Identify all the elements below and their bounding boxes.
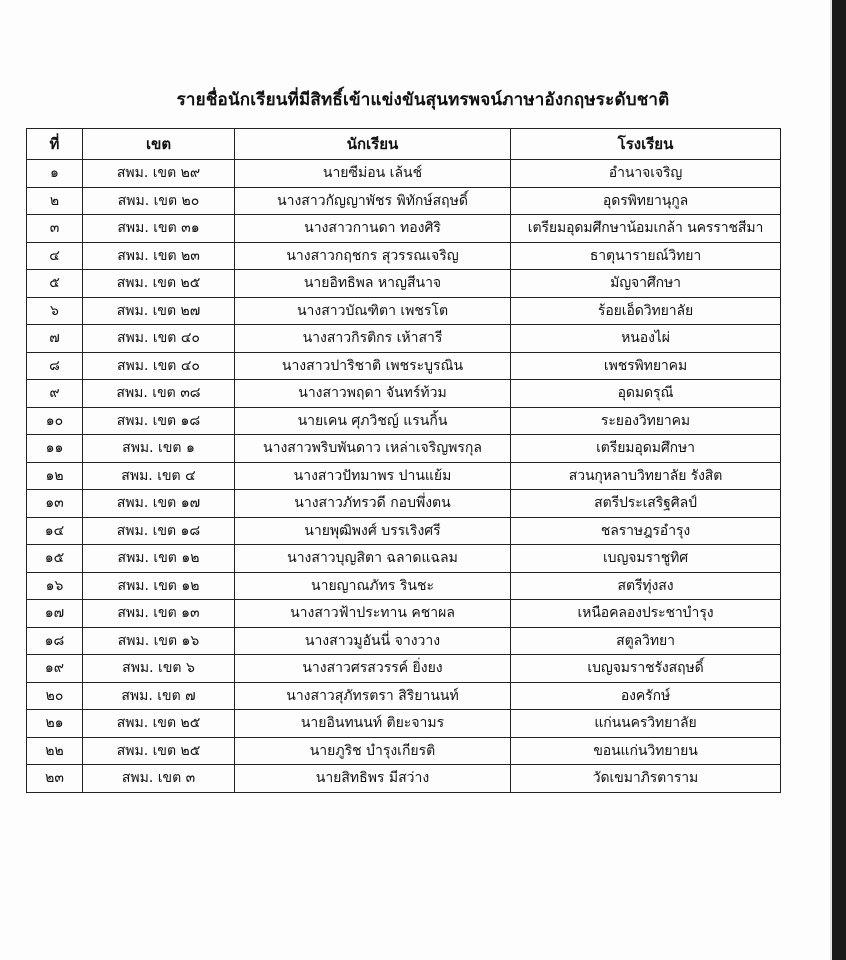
cell-number: ๑๕	[27, 545, 83, 573]
table-row	[27, 737, 781, 765]
cell-number: ๑๑	[27, 435, 83, 463]
cell-student: นายอินทนนท์ ติยะจามร	[235, 710, 511, 738]
cell-student: นางสาวภัทรวดี กอบพึ่งตน	[235, 490, 511, 518]
table-row	[27, 297, 781, 325]
cell-student: นางสาวกัญญาพัชร พิทักษ์สฤษดิ์	[235, 187, 511, 215]
cell-student: นางสาวพฤดา จันทร์ท้วม	[235, 380, 511, 408]
cell-school: มัญจาศึกษา	[511, 270, 781, 298]
cell-area: สพม. เขต ๒๕	[83, 710, 235, 738]
table-row	[27, 325, 781, 353]
cell-school: ธาตุนารายณ์วิทยา	[511, 242, 781, 270]
table-row	[27, 600, 781, 628]
cell-area: สพม. เขต ๒๕	[83, 737, 235, 765]
table-row	[27, 655, 781, 683]
cell-number: ๕	[27, 270, 83, 298]
cell-school: อุดมดรุณี	[511, 380, 781, 408]
cell-number: ๗	[27, 325, 83, 353]
cell-student: นางสาวกฤชกร สุวรรณเจริญ	[235, 242, 511, 270]
cell-number: ๘	[27, 352, 83, 380]
cell-number: ๙	[27, 380, 83, 408]
cell-student: นางสาวพริบพันดาว เหล่าเจริญพรกุล	[235, 435, 511, 463]
cell-area: สพม. เขต ๖	[83, 655, 235, 683]
header-school: โรงเรียน	[511, 129, 781, 160]
cell-student: นางสาวสุภัทรตรา สิริยานนท์	[235, 682, 511, 710]
cell-area: สพม. เขต ๔๐	[83, 325, 235, 353]
table-row	[27, 407, 781, 435]
cell-number: ๒๐	[27, 682, 83, 710]
cell-student: นางสาวบุญสิตา ฉลาดแฉลม	[235, 545, 511, 573]
table-row	[27, 242, 781, 270]
page-edge-border	[832, 0, 846, 960]
cell-school: เตรียมอุดมศึกษาน้อมเกล้า นครราชสีมา	[511, 215, 781, 243]
cell-area: สพม. เขต ๒๕	[83, 270, 235, 298]
cell-number: ๒๒	[27, 737, 83, 765]
cell-school: สตูลวิทยา	[511, 627, 781, 655]
cell-number: ๑๙	[27, 655, 83, 683]
cell-student: นางสาวบัณฑิตา เพชรโต	[235, 297, 511, 325]
cell-school: สวนกุหลาบวิทยาลัย รังสิต	[511, 462, 781, 490]
table-row	[27, 270, 781, 298]
cell-area: สพม. เขต ๑๓	[83, 600, 235, 628]
table-row	[27, 545, 781, 573]
table-row	[27, 627, 781, 655]
cell-number: ๖	[27, 297, 83, 325]
cell-area: สพม. เขต ๑๗	[83, 490, 235, 518]
table-row	[27, 160, 781, 188]
header-number: ที่	[27, 129, 83, 160]
cell-student: นายเคน ศุภวิชญ์ แรนกิ้น	[235, 407, 511, 435]
table-row	[27, 490, 781, 518]
cell-student: นายพุฒิพงศ์ บรรเริงศรี	[235, 517, 511, 545]
cell-area: สพม. เขต ๑๖	[83, 627, 235, 655]
table-row	[27, 352, 781, 380]
cell-school: เหนือคลองประชาบำรุง	[511, 600, 781, 628]
table-row	[27, 765, 781, 793]
cell-student: นางสาวมูอันนี่ จางวาง	[235, 627, 511, 655]
cell-student: นางสาวกานดา ทองศิริ	[235, 215, 511, 243]
cell-area: สพม. เขต ๒๐	[83, 187, 235, 215]
cell-student: นายญาณภัทร รินชะ	[235, 572, 511, 600]
cell-area: สพม. เขต ๒๓	[83, 242, 235, 270]
table-row	[27, 710, 781, 738]
cell-area: สพม. เขต ๑๒	[83, 545, 235, 573]
cell-area: สพม. เขต ๓	[83, 765, 235, 793]
cell-school: เบญจมราชูทิศ	[511, 545, 781, 573]
table-row	[27, 682, 781, 710]
cell-number: ๑๔	[27, 517, 83, 545]
table-row	[27, 187, 781, 215]
cell-area: สพม. เขต ๓๘	[83, 380, 235, 408]
cell-school: ร้อยเอ็ดวิทยาลัย	[511, 297, 781, 325]
table-row	[27, 462, 781, 490]
cell-area: สพม. เขต ๒๙	[83, 160, 235, 188]
cell-number: ๒๓	[27, 765, 83, 793]
cell-school: เบญจมราชรังสฤษดิ์	[511, 655, 781, 683]
cell-number: ๔	[27, 242, 83, 270]
cell-student: นางสาวกิรติกร เห้าสารี	[235, 325, 511, 353]
cell-school: ชลราษฎรอำรุง	[511, 517, 781, 545]
table-row	[27, 435, 781, 463]
cell-student: นางสาวศรสวรรค์ ยิ่งยง	[235, 655, 511, 683]
cell-student: นางสาวปาริชาติ เพชระบูรณิน	[235, 352, 511, 380]
cell-area: สพม. เขต ๔๐	[83, 352, 235, 380]
cell-number: ๑๓	[27, 490, 83, 518]
student-roster-table	[26, 128, 781, 793]
cell-student: นายซีม่อน เล้นช์	[235, 160, 511, 188]
cell-school: ระยองวิทยาคม	[511, 407, 781, 435]
cell-school: แก่นนครวิทยาลัย	[511, 710, 781, 738]
cell-number: ๑๘	[27, 627, 83, 655]
cell-number: ๒	[27, 187, 83, 215]
cell-area: สพม. เขต ๑๘	[83, 517, 235, 545]
cell-area: สพม. เขต ๑๘	[83, 407, 235, 435]
cell-area: สพม. เขต ๑	[83, 435, 235, 463]
cell-school: เตรียมอุดมศึกษา	[511, 435, 781, 463]
cell-number: ๑๖	[27, 572, 83, 600]
table-row	[27, 517, 781, 545]
document-title: รายชื่อนักเรียนที่มีสิทธิ์เข้าแข่งขันสุนทรพจน์ภาษาอังกฤษระดับชาติ	[176, 90, 670, 110]
table-row	[27, 380, 781, 408]
header-area: เขต	[83, 129, 235, 160]
table-header-row	[27, 129, 781, 160]
cell-school: อำนาจเจริญ	[511, 160, 781, 188]
cell-area: สพม. เขต ๔	[83, 462, 235, 490]
cell-school: วัดเขมาภิรตาราม	[511, 765, 781, 793]
cell-number: ๑๐	[27, 407, 83, 435]
table-row	[27, 215, 781, 243]
cell-school: ขอนแก่นวิทยายน	[511, 737, 781, 765]
cell-student: นายอิทธิพล หาญสีนาจ	[235, 270, 511, 298]
header-student: นักเรียน	[235, 129, 511, 160]
cell-number: ๓	[27, 215, 83, 243]
cell-school: สตรีประเสริฐศิลป์	[511, 490, 781, 518]
cell-area: สพม. เขต ๗	[83, 682, 235, 710]
cell-number: ๑๒	[27, 462, 83, 490]
cell-student: นายสิทธิพร มีสว่าง	[235, 765, 511, 793]
cell-student: นายภูริช บำรุงเกียรติ	[235, 737, 511, 765]
table-body	[27, 160, 781, 793]
table-row	[27, 572, 781, 600]
cell-student: นางสาวปัทมาพร ปานแย้ม	[235, 462, 511, 490]
cell-school: องครักษ์	[511, 682, 781, 710]
cell-student: นางสาวฟ้าประทาน คชาผล	[235, 600, 511, 628]
cell-number: ๑	[27, 160, 83, 188]
cell-school: หนองไผ่	[511, 325, 781, 353]
cell-number: ๒๑	[27, 710, 83, 738]
cell-school: เพชรพิทยาคม	[511, 352, 781, 380]
cell-school: สตรีทุ่งสง	[511, 572, 781, 600]
cell-number: ๑๗	[27, 600, 83, 628]
cell-school: อุดรพิทยานุกูล	[511, 187, 781, 215]
cell-area: สพม. เขต ๓๑	[83, 215, 235, 243]
cell-area: สพม. เขต ๒๗	[83, 297, 235, 325]
cell-area: สพม. เขต ๑๒	[83, 572, 235, 600]
